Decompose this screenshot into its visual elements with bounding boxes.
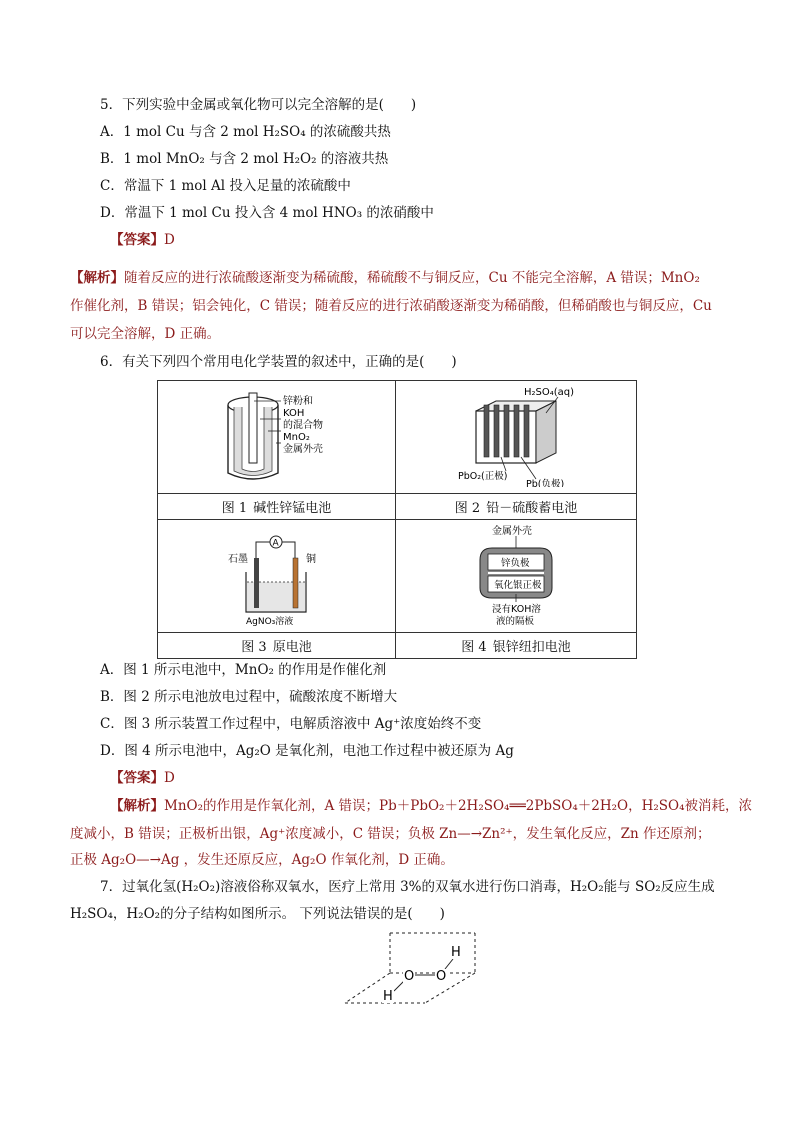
q5-stem: 5．下列实验中金属或氧化物可以完全溶解的是( ) <box>100 97 417 113</box>
q6-option-b: B．图 2 所示电池放电过程中，硫酸浓度不断增大 <box>100 689 398 705</box>
q5-option-c: C．常温下 1 mol Al 投入足量的浓硫酸中 <box>100 178 351 194</box>
analysis-label: 【解析】 <box>70 270 124 286</box>
label-zinc-powder: 锌粉和 <box>283 396 313 408</box>
figure-2-image <box>396 381 637 494</box>
atom-o-left: O <box>404 969 415 984</box>
answer-value: D <box>164 770 175 786</box>
q6-analysis-line-3: 正极 Ag₂O—→Ag ，发生还原反应，Ag₂O 作氧化剂，D 正确。 <box>70 852 454 868</box>
galvanic-cell-diagram <box>158 522 395 626</box>
label-h2so4: H₂SO₄(aq) <box>524 387 575 399</box>
q5-analysis-line-1: 【解析】随着反应的进行浓硫酸逐渐变为稀硫酸，稀硫酸不与铜反应，Cu 不能完全溶解，A 错误；MnO₂ <box>70 270 700 286</box>
q6-option-d: D．图 4 所示电池中，Ag₂O 是氧化剂，电池工作过程中被还原为 Ag <box>100 743 514 759</box>
q6-analysis-line-2: 度减小，B 错误；正极析出银，Ag⁺浓度减小，C 错误；负极 Zn—→Zn²⁺，发生氧化反应，Zn 作还原剂； <box>70 826 711 842</box>
answer-label: 【答案】 <box>110 770 164 786</box>
q5-analysis-line-2: 作催化剂，B 错误；铝会钝化，C 错误；随着反应的进行浓硝酸逐渐变为稀硝酸，但稀硝酸也与铜反应，Cu <box>70 298 712 314</box>
q6-option-c: C．图 3 所示装置工作过程中，电解质溶液中 Ag⁺浓度始终不变 <box>100 716 482 732</box>
analysis-label: 【解析】 <box>110 798 164 814</box>
q6-answer <box>110 768 175 788</box>
q5-option-b: B．1 mol MnO₂ 与含 2 mol H₂O₂ 的溶液共热 <box>100 151 389 167</box>
q6-figure-table <box>157 380 637 659</box>
q5-answer <box>110 230 175 250</box>
label-koh-separator-2: 液的隔板 <box>496 616 535 627</box>
figure-1-caption: 图 1 碱性锌锰电池 <box>158 494 396 520</box>
q6-analysis-line-1: 【解析】MnO₂的作用是作氧化剂，A 错误；Pb＋PbO₂＋2H₂SO₄══2PbSO₄＋2H₂O，H₂SO₄被消耗，浓 <box>110 798 753 814</box>
figure-1-image <box>158 381 396 494</box>
alkaline-battery-diagram <box>158 383 395 487</box>
figure-4-image <box>396 519 637 632</box>
label-metal-shell: 金属外壳 <box>283 444 323 456</box>
q5-option-a: A．1 mol Cu 与含 2 mol H₂SO₄ 的浓硫酸共热 <box>100 124 391 140</box>
label-pb-negative: Pb(负极) <box>526 479 565 488</box>
atom-h-top: H <box>451 945 461 960</box>
label-koh-separator-1: 浸有KOH溶 <box>492 604 541 616</box>
figure-2-caption: 图 2 铅－硫酸蓄电池 <box>396 494 637 520</box>
q5-analysis-line-3: 可以完全溶解，D 正确。 <box>70 326 221 342</box>
lead-acid-battery-diagram <box>396 383 636 487</box>
h2o2-molecule-diagram <box>340 925 490 1010</box>
atom-h-bottom: H <box>383 989 393 1004</box>
q7-stem-line-2: H₂SO₄，H₂O₂的分子结构如图所示。 下列说法错误的是( ) <box>70 906 445 922</box>
label-pbo2-positive: PbO₂(正极) <box>458 471 508 483</box>
q6-option-a: A．图 1 所示电池中，MnO₂ 的作用是作催化剂 <box>100 662 387 678</box>
answer-value: D <box>164 232 175 248</box>
answer-label: 【答案】 <box>110 232 164 248</box>
label-graphite: 石墨 <box>228 554 248 566</box>
q6-stem: 6．有关下列四个常用电化学装置的叙述中，正确的是( ) <box>100 354 457 370</box>
label-zinc-negative: 锌负极 <box>501 558 530 570</box>
label-metal-shell: 金属外壳 <box>492 526 532 538</box>
figure-3-image <box>158 519 396 632</box>
label-mixture: 的混合物 <box>283 420 323 432</box>
label-koh: KOH <box>283 408 305 420</box>
ammeter-icon: A <box>272 538 279 549</box>
label-mno2: MnO₂ <box>283 432 310 444</box>
label-copper: 铜 <box>306 554 316 566</box>
label-agno3: AgNO₃溶液 <box>246 617 294 627</box>
q5-option-d: D．常温下 1 mol Cu 投入含 4 mol HNO₃ 的浓硝酸中 <box>100 205 434 221</box>
figure-3-caption: 图 3 原电池 <box>158 633 396 659</box>
q7-stem-line-1: 7．过氧化氢(H₂O₂)溶液俗称双氧水，医疗上常用 3%的双氧水进行伤口消毒，H₂O₂能与 SO₂反应生成 <box>100 879 715 895</box>
label-silver-oxide-positive: 氧化银正极 <box>494 580 542 592</box>
figure-4-caption: 图 4 银锌纽扣电池 <box>396 633 637 659</box>
button-cell-diagram <box>396 522 636 626</box>
atom-o-right: O <box>436 969 447 984</box>
